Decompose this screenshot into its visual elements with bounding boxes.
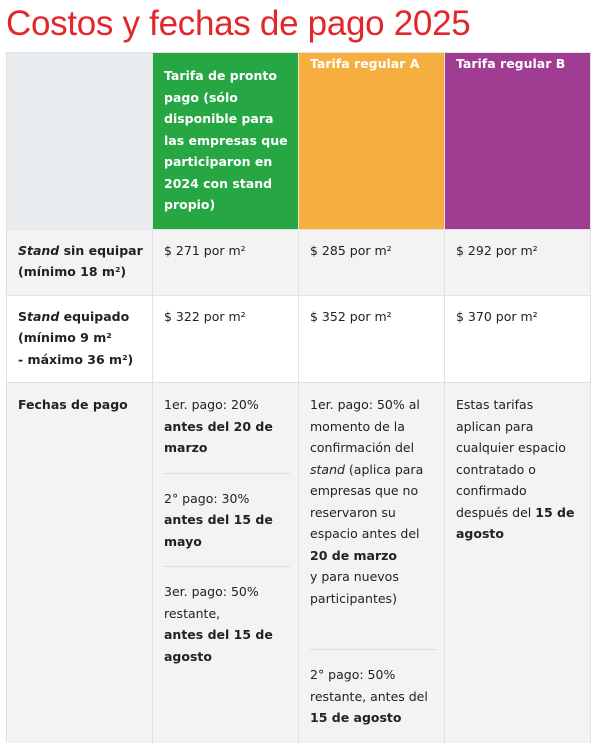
payment-text: 3er. pago: 50% restante,: [164, 584, 259, 621]
payment-text: 2° pago: 30%: [164, 490, 250, 506]
label-line3: - máximo 36 m²): [18, 351, 134, 367]
label-s: S: [18, 308, 28, 324]
price-equipado-a: $ 352 por m²: [299, 295, 445, 383]
header-regular-a: Tarifa regular A: [299, 53, 445, 230]
label-stand-sin-equipar: [7, 229, 153, 295]
payment-text: Estas tarifas aplican para cualquier espacio contratado o confirmado después del: [456, 397, 566, 520]
price-equipado-b: $ 370 por m²: [445, 295, 591, 383]
label-italic: Stand: [18, 242, 60, 258]
payment-italic: stand: [310, 461, 345, 477]
label-line2: (mínimo 9 m²: [18, 330, 112, 345]
label-text: sin equipar: [59, 242, 143, 258]
payment-deadline: 20 de marzo: [310, 547, 398, 563]
payment-item: [310, 649, 436, 729]
label-italic: tand: [27, 308, 60, 324]
price-sin-equipar-b: $ 292 por m²: [445, 229, 591, 295]
pricing-table: [6, 52, 591, 743]
label-stand-equipado: [7, 295, 153, 383]
label-text: equipado: [59, 308, 130, 324]
row-fechas-de-pago: [7, 383, 591, 743]
payment-deadline: antes del 20 de marzo: [164, 418, 273, 455]
label-line2: (mínimo 18 m²): [18, 264, 127, 279]
payment-text: 1er. pago: 50% al momento de la confirmación del: [310, 397, 420, 455]
payment-item: [164, 473, 290, 553]
payment-text: (aplica para empresas que no reservaron su espacio antes del: [310, 461, 424, 541]
payment-deadline: 15 de agosto: [456, 504, 575, 541]
row-stand-sin-equipar: [7, 229, 591, 295]
payment-item: [164, 566, 290, 667]
payments-pronto: [153, 383, 299, 743]
page-title: Costos y fechas de pago 2025: [6, 4, 471, 43]
label-fechas-de-pago: Fechas de pago: [7, 383, 153, 743]
header-empty-cell: [7, 53, 153, 230]
payment-deadline: 15 de agosto: [310, 710, 402, 725]
payments-regular-b: [445, 383, 591, 743]
price-sin-equipar-a: $ 285 por m²: [299, 229, 445, 295]
payments-regular-a: [299, 383, 445, 743]
payment-deadline: antes del 15 de agosto: [164, 627, 273, 664]
payment-text: 2° pago: 50% restante, antes del: [310, 667, 428, 704]
header-row: [7, 53, 591, 230]
payment-text: y para nuevos participantes): [310, 569, 399, 606]
header-regular-b: Tarifa regular B: [445, 53, 591, 230]
price-equipado-pronto: $ 322 por m²: [153, 295, 299, 383]
payment-item: [310, 394, 436, 609]
price-sin-equipar-pronto: $ 271 por m²: [153, 229, 299, 295]
payment-item: [164, 394, 290, 459]
payment-deadline: antes del 15 de mayo: [164, 512, 273, 549]
row-stand-equipado: [7, 295, 591, 383]
payment-text: 1er. pago: 20%: [164, 397, 259, 412]
header-pronto-pago: Tarifa de pronto pago (sólo disponible para las empresas que participaron en 2024 con stand propio): [153, 53, 299, 230]
